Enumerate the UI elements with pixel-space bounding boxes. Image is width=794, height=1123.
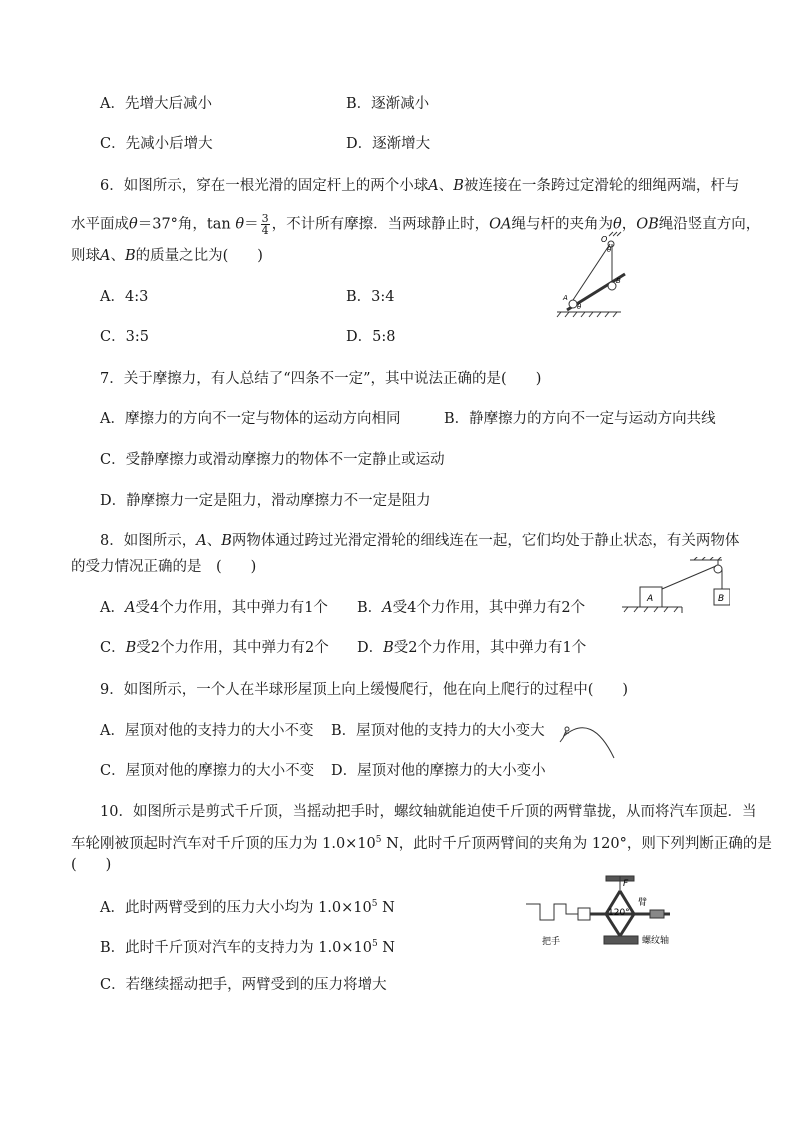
q5-option-a: A．先增大后减小 [100, 96, 212, 112]
q9-option-c: C．屋顶对他的摩擦力的大小不变 [100, 763, 315, 779]
q8-option-a: A．A受4个力作用，其中弹力有1个 [100, 600, 328, 616]
label-arm: 臂 [638, 898, 648, 908]
q10-figure [520, 874, 698, 956]
q6-stem-line3: 则球A、B的质量之比为( ) [71, 248, 263, 264]
q9-option-b: B．屋顶对他的支持力的大小变大 [331, 723, 545, 739]
label-angle: 120° [608, 908, 630, 918]
q6-stem-line1: 6．如图所示，穿在一根光滑的固定杆上的两个小球A、B被连接在一条跨过定滑轮的细绳两端，杆与 [100, 178, 740, 194]
screw-thread [650, 910, 664, 918]
q9-stem: 9．如图所示，一个人在半球形屋顶上向上缓慢爬行，他在向上爬行的过程中( ) [100, 682, 629, 698]
dome-roof [564, 728, 614, 758]
q8-option-d: D．B受2个力作用，其中弹力有1个 [357, 640, 587, 656]
q10-option-c: C．若继续摇动把手，两臂受到的压力将增大 [100, 977, 387, 993]
label-o: O [601, 235, 608, 244]
label-b: B [616, 277, 621, 285]
rope-a [662, 566, 716, 589]
climber-icon [560, 727, 569, 742]
label-a: A [563, 294, 568, 302]
q10-stem-line2: 车轮刚被顶起时汽车对千斤顶的压力为 $1.0\times 10^5$ N，此时千斤顶两臂间的夹角为 120°，则下列判断正确的是 [71, 835, 772, 852]
q7-option-b: B．静摩擦力的方向不一定与运动方向共线 [444, 411, 716, 427]
q8-stem-line2: 的受力情况正确的是 ( ) [71, 559, 257, 575]
q10-stem-line1: 10．如图所示是剪式千斤顶，当摇动把手时，螺纹轴就能迫使千斤顶的两臂靠拢，从而将汽车顶起．当 [100, 804, 757, 820]
label-block-a: A [647, 594, 654, 604]
q6-option-c: C．3:5 [100, 329, 149, 345]
label-screw-shaft: 螺纹轴 [642, 936, 670, 946]
q8-stem-line1: 8．如图所示，A、B两物体通过跨过光滑定滑轮的细线连在一起，它们均处于静止状态，有关两物体 [100, 533, 740, 549]
q6-option-a: A．4:3 [100, 289, 149, 305]
q8-figure [620, 557, 730, 615]
label-handle: 把手 [542, 937, 561, 947]
q10-option-a: A．此时两臂受到的压力大小均为 $1.0\times 10^5$ N [100, 899, 395, 916]
q6-stem-line2: 水平面成θ＝37°角，tan θ＝ $\frac{3}{4}$ ，不计所有摩擦．当两球静止时，OA绳与杆的夹角为θ，OB绳沿竖直方向， [71, 212, 761, 237]
label-force: F [623, 879, 629, 889]
q8-option-c: C．B受2个力作用，其中弹力有2个 [100, 640, 329, 656]
q7-stem: 7．关于摩擦力，有人总结了“四条不一定”，其中说法正确的是( ) [100, 371, 542, 387]
q7-option-a: A．摩擦力的方向不一定与物体的运动方向相同 [100, 411, 401, 427]
q5-option-b: B．逐渐减小 [346, 96, 430, 112]
q9-option-d: D．屋顶对他的摩擦力的大小变小 [331, 763, 546, 779]
q9-option-a: A．屋顶对他的支持力的大小不变 [100, 723, 314, 739]
q6-figure [555, 230, 635, 318]
q6-option-b: B．3:4 [346, 289, 395, 305]
q9-figure [556, 718, 620, 766]
ball-a [569, 300, 577, 308]
q5-option-c: C．先减小后增大 [100, 136, 213, 152]
coupling [578, 908, 590, 920]
q7-option-c: C．受静摩擦力或滑动摩擦力的物体不一定静止或运动 [100, 452, 445, 468]
label-theta-top: θ [607, 246, 612, 254]
rope-oa [573, 244, 610, 300]
ball-b [608, 282, 616, 290]
q8-option-b: B．A受4个力作用，其中弹力有2个 [357, 600, 586, 616]
q10-option-b: B．此时千斤顶对汽车的支持力为 $1.0\times 10^5$ N [100, 939, 395, 956]
q7-option-d: D．静摩擦力一定是阻力，滑动摩擦力不一定是阻力 [100, 493, 431, 509]
base-plate [604, 936, 638, 944]
label-block-b: B [718, 594, 725, 604]
q10-stem-line3: ( ) [71, 857, 112, 873]
label-theta-bottom: θ [577, 303, 582, 311]
fraction-three-quarters: $\frac{3}{4}$ [261, 212, 269, 237]
q6-option-d: D．5:8 [346, 329, 396, 345]
crank-handle [526, 904, 578, 920]
q5-option-d: D．逐渐增大 [346, 136, 431, 152]
